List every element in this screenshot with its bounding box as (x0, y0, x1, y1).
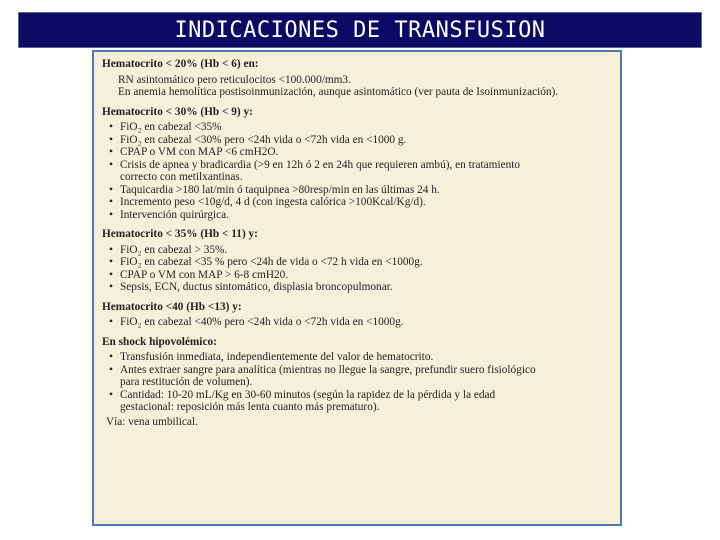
section-heading: En shock hipovolémico: (102, 335, 217, 348)
section-1 (102, 58, 612, 99)
list-item-text: Cantidad: 10-20 mL/Kg en 30-60 minutos (según la rapidez de la pérdida y la edad (120, 388, 496, 401)
list-item (102, 364, 612, 389)
bullet-icon: • (109, 196, 113, 208)
bullet-list (102, 121, 612, 221)
bullet-icon: • (109, 121, 113, 133)
list-item-text: FiO₂ en cabezal <35 % pero <24h de vida o <72 h vida en <1000g. (120, 256, 423, 268)
list-item-text: para restitución de volumen). (120, 376, 253, 388)
title-banner (18, 12, 702, 48)
list-item (102, 134, 612, 147)
section-heading: Hematocrito < 20% (Hb < 6) en: (102, 58, 259, 70)
list-item-text: Transfusión inmediata, independientemente del valor de hematocrito. (120, 351, 434, 363)
bullet-icon: • (109, 183, 113, 196)
text-line: En anemia hemolítica postisoinmunización, aunque asintomático (ver pauta de Isoinmunización). (118, 86, 559, 98)
document-image (92, 50, 622, 526)
list-item-text: Incremento peso <10g/d, 4 d (con ingesta calórica >100Kcal/Kg/d). (120, 196, 426, 208)
list-item-text: gestacional: reposición más lenta cuanto más prematuro). (120, 401, 380, 413)
list-item-text: FiO₂ en cabezal <35% (120, 121, 222, 133)
list-item (102, 196, 612, 209)
bullet-list (102, 316, 612, 329)
bullet-icon: • (109, 243, 113, 256)
list-item-text: Sepsis, ECN, ductus sintomático, displasia broncopulmonar. (120, 281, 393, 293)
list-item-text: CPAP o VM con MAP <6 cmH2O. (120, 146, 279, 158)
list-item (102, 159, 612, 184)
list-item-text: FiO₂ en cabezal <30% pero <24h vida o <72h vida en <1000 g. (120, 133, 407, 146)
list-item (102, 244, 612, 257)
bullet-icon: • (109, 146, 113, 158)
section-5 (102, 336, 612, 429)
list-item-text: correcto con metilxantinas. (120, 171, 243, 183)
list-item (102, 121, 612, 134)
list-item (102, 281, 612, 294)
list-item (102, 269, 612, 282)
section-heading: Hematocrito <40 (Hb <13) y: (102, 300, 242, 313)
list-item (102, 256, 612, 269)
section-2 (102, 106, 612, 222)
bullet-icon: • (109, 363, 113, 376)
list-item-text: FiO₂ en cabezal <40% pero <24h vida o <72h vida en <1000g. (120, 316, 404, 328)
bullet-icon: • (109, 158, 113, 171)
text-line: RN asintomático pero reticulocitos <100.000/mm3. (118, 73, 351, 86)
list-item (102, 389, 612, 414)
section-3 (102, 228, 612, 294)
list-item-text: Taquicardia >180 lat/min ó taquipnea >80resp/min en las últimas 24 h. (120, 183, 440, 196)
list-item (102, 351, 612, 364)
bullet-icon: • (109, 281, 113, 293)
section-heading: Hematocrito < 35% (Hb < 11) y: (102, 228, 258, 240)
list-item (102, 209, 612, 222)
list-item-text: FiO₂ en cabezal > 35%. (120, 243, 228, 256)
bullet-list (102, 244, 612, 294)
list-item-text: Crisis de apnea y bradicardia (>9 en 12h ó 2 en 24h que requieren ambú), en tratamiento (120, 158, 521, 171)
bullet-icon: • (109, 351, 113, 363)
bullet-icon: • (109, 208, 113, 221)
list-item (102, 316, 612, 329)
bullet-icon: • (109, 133, 113, 146)
list-item-text: CPAP o VM con MAP > 6-8 cmH20. (120, 268, 289, 281)
bullet-list (102, 351, 612, 414)
footer-note: Vía: vena umbilical. (106, 415, 198, 428)
list-item (102, 184, 612, 197)
bullet-icon: • (109, 316, 113, 328)
list-item-text: Antes extraer sangre para analítica (mientras no llegue la sangre, prefundir suero fisiológico (120, 363, 536, 376)
bullet-icon: • (109, 268, 113, 281)
page-title: INDICACIONES DE TRANSFUSION (174, 17, 546, 43)
list-item (102, 146, 612, 159)
section-heading: Hematocrito < 30% (Hb < 9) y: (102, 105, 253, 118)
bullet-icon: • (109, 256, 113, 268)
list-item-text: Intervención quirúrgica. (120, 208, 229, 221)
bullet-icon: • (109, 388, 113, 401)
section-4 (102, 301, 612, 329)
